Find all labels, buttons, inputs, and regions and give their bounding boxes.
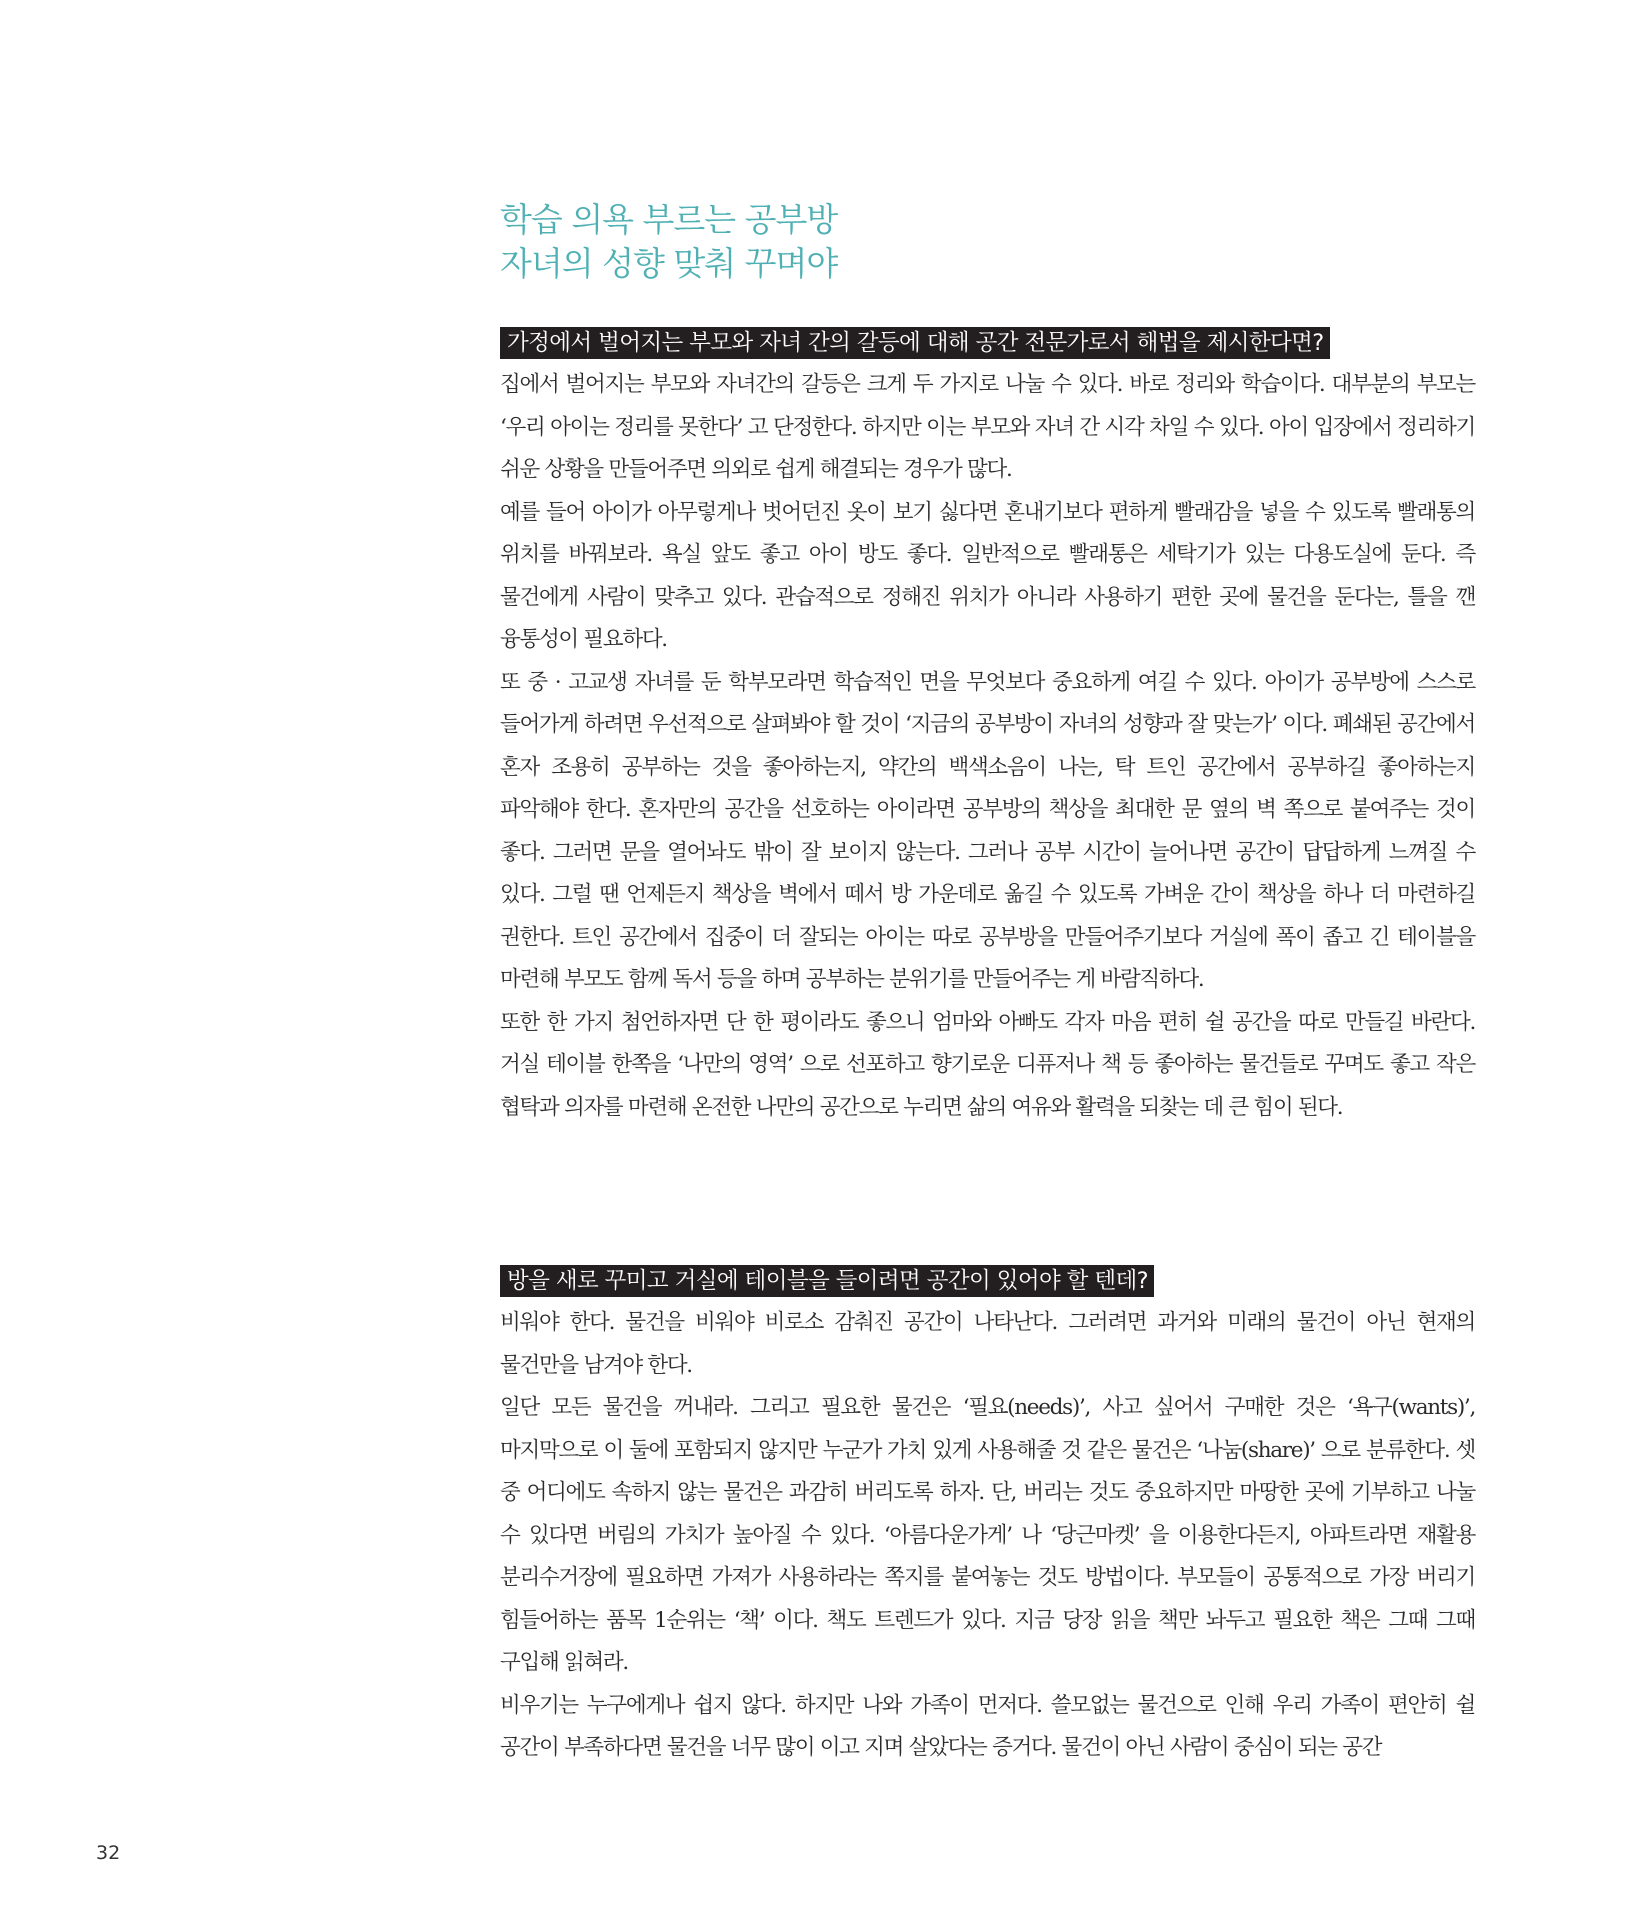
interview-section-1: [500, 327, 1475, 1129]
headline-line-2: 자녀의 성향 맞춰 꾸며야: [500, 244, 838, 283]
interview-section-2: [500, 1265, 1475, 1770]
answer-paragraph-1-1: 집에서 벌어지는 부모와 자녀간의 갈등은 크게 두 가지로 나눌 수 있다. 바로 정리와 학습이다. 대부분의 부모는 ‘우리 아이는 정리를 못한다’ 고 단정한다. 하지만 이는 부모와 자녀 간 시각 차일 수 있다. 아이 입장에서 정리하기 쉬운 상황을 만들어주면 의외로 쉽게 해결되는 경우가 많다.: [500, 372, 1475, 482]
answer-paragraph-1-3: 또 중 · 고교생 자녀를 둔 학부모라면 학습적인 면을 무엇보다 중요하게 여길 수 있다. 아이가 공부방에 스스로 들어가게 하려면 우선적으로 살펴봐야 할 것이 ‘지금의 공부방이 자녀의 성향과 잘 맞는가’ 이다. 폐쇄된 공간에서 혼자 조용히 공부하는 것을 좋아하는지, 약간의 백색소음이 나는, 탁 트인 공간에서 공부하길 좋아하는지 파악해야 한다. 혼자만의 공간을 선호하는 아이라면 공부방의 책상을 최대한 문 옆의 벽 쪽으로 붙여주는 것이 좋다. 그러면 문을 열어놔도 밖이 잘 보이지 않는다. 그러나 공부 시간이 늘어나면 공간이 답답하게 느껴질 수 있다. 그럴 땐 언제든지 책상을 벽에서 떼서 방 가운데로 옮길 수 있도록 가벼운 간이 책상을 하나 더 마련하길 권한다. 트인 공간에서 집중이 더 잘되는 아이는 따로 공부방을 만들어주기보다 거실에 폭이 좁고 긴 테이블을 마련해 부모도 함께 독서 등을 하며 공부하는 분위기를 만들어주는 게 바람직하다.: [500, 669, 1475, 992]
page-number: 32: [96, 1842, 121, 1864]
answer-paragraph-2-1: 비워야 한다. 물건을 비워야 비로소 감춰진 공간이 나타난다. 그러려면 과거와 미래의 물건이 아닌 현재의 물건만을 남겨야 한다.: [500, 1310, 1475, 1378]
headline-line-1: 학습 의욕 부르는 공부방: [500, 200, 838, 239]
answer-paragraph-2-3: 비우기는 누구에게나 쉽지 않다. 하지만 나와 가족이 먼저다. 쓸모없는 물건으로 인해 우리 가족이 편안히 쉴 공간이 부족하다면 물건을 너무 많이 이고 지며 살았다는 증거다. 물건이 아닌 사람이 중심이 되는 공간: [500, 1692, 1475, 1760]
interview-question-2: 방을 새로 꾸미고 거실에 테이블을 들이려면 공간이 있어야 할 텐데?: [500, 1265, 1154, 1297]
answer-paragraph-2-2: 일단 모든 물건을 꺼내라. 그리고 필요한 물건은 ‘필요(needs)’, 사고 싶어서 구매한 것은 ‘욕구(wants)’, 마지막으로 이 둘에 포함되지 않지만 누군가 가치 있게 사용해줄 것 같은 물건은 ‘나눔(share)’ 으로 분류한다. 셋 중 어디에도 속하지 않는 물건은 과감히 버리도록 하자. 단, 버리는 것도 중요하지만 마땅한 곳에 기부하고 나눌 수 있다면 버림의 가치가 높아질 수 있다. ‘아름다운가게’ 나 ‘당근마켓’ 을 이용한다든지, 아파트라면 재활용 분리수거장에 필요하면 가져가 사용하라는 쪽지를 붙여놓는 것도 방법이다. 부모들이 공통적으로 가장 버리기 힘들어하는 품목 1순위는 ‘책’ 이다. 책도 트렌드가 있다. 지금 당장 읽을 책만 놔두고 필요한 책은 그때 그때 구입해 읽혀라.: [500, 1395, 1475, 1675]
answer-paragraph-1-2: 예를 들어 아이가 아무렇게나 벗어던진 옷이 보기 싫다면 혼내기보다 편하게 빨래감을 넣을 수 있도록 빨래통의 위치를 바꿔보라. 욕실 앞도 좋고 아이 방도 좋다. 일반적으로 빨래통은 세탁기가 있는 다용도실에 둔다. 즉 물건에게 사람이 맞추고 있다. 관습적으로 정해진 위치가 아니라 사용하기 편한 곳에 물건을 둔다는, 틀을 깬 융통성이 필요하다.: [500, 499, 1475, 652]
interview-question-1: 가정에서 벌어지는 부모와 자녀 간의 갈등에 대해 공간 전문가로서 해법을 제시한다면?: [500, 327, 1330, 359]
article-headline: [500, 198, 1300, 286]
answer-paragraph-1-4: 또한 한 가지 첨언하자면 단 한 평이라도 좋으니 엄마와 아빠도 각자 마음 편히 쉴 공간을 따로 만들길 바란다. 거실 테이블 한쪽을 ‘나만의 영역’ 으로 선포하고 향기로운 디퓨저나 책 등 좋아하는 물건들로 꾸며도 좋고 작은 협탁과 의자를 마련해 온전한 나만의 공간으로 누리면 삶의 여유와 활력을 되찾는 데 큰 힘이 된다.: [500, 1009, 1475, 1120]
